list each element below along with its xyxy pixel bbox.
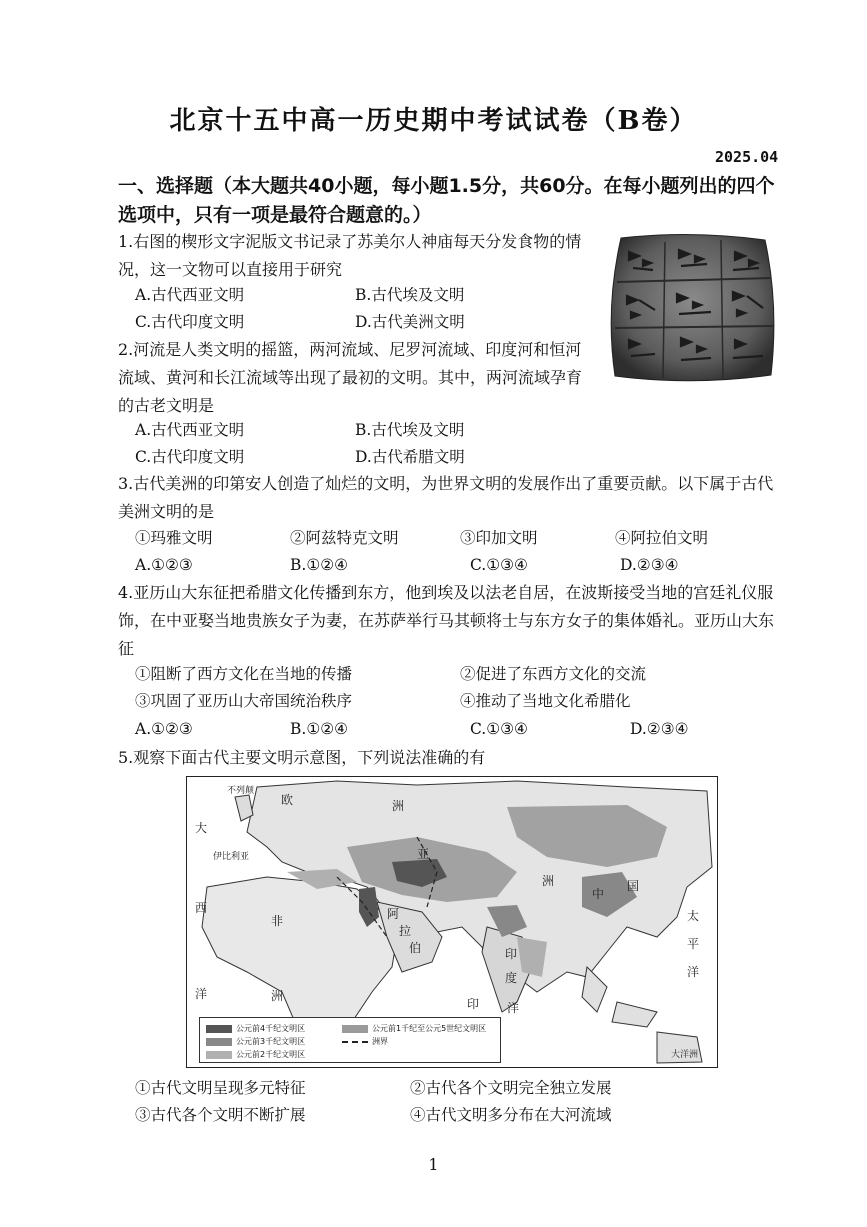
map-label-atlantic-1: 大 xyxy=(195,821,208,835)
q2-option-a: A.古代西亚文明 xyxy=(135,421,245,439)
q3-item-4: ④阿拉伯文明 xyxy=(615,529,709,547)
ancient-civilizations-map xyxy=(186,776,718,1068)
section-heading: 一、选择题（本大题共40小题，每小题1.5分，共60分。在每小题列出的四个选项中，只有一项是最符合题意的。） xyxy=(118,175,775,226)
q3-option-a: A.①②③ xyxy=(135,556,193,574)
legend-swatch xyxy=(206,1025,232,1033)
map-label-africa-2: 洲 xyxy=(271,989,284,1003)
legend-item-1st-millennium xyxy=(342,1023,486,1034)
q1-option-d: D.古代美洲文明 xyxy=(355,313,465,331)
legend-item-4th-millennium xyxy=(206,1023,305,1034)
map-label-africa-1: 非 xyxy=(271,914,284,928)
legend-label: 公元前3千纪文明区 xyxy=(236,1037,306,1046)
map-label-arabia-2: 拉 xyxy=(399,924,412,938)
q3-option-d: D.②③④ xyxy=(620,556,679,574)
page-number: 1 xyxy=(428,1155,439,1174)
legend-item-3rd-millennium xyxy=(206,1036,305,1047)
map-label-arabia-3: 伯 xyxy=(409,941,422,955)
q1-option-b: B.古代埃及文明 xyxy=(355,286,465,304)
map-label-europe-2: 洲 xyxy=(392,799,405,813)
q2-option-c: C.古代印度文明 xyxy=(135,448,245,466)
map-label-india-2: 度 xyxy=(505,971,518,985)
map-label-europe-1: 欧 xyxy=(281,793,294,807)
legend-swatch xyxy=(342,1025,368,1033)
q3-option-b: B.①②④ xyxy=(290,556,349,574)
legend-swatch xyxy=(206,1051,232,1059)
map-label-pacific-1: 太 xyxy=(687,909,700,923)
q3-item-1: ①玛雅文明 xyxy=(135,529,213,547)
q4-item-2: ②促进了东西方文化的交流 xyxy=(460,665,647,683)
map-label-asia-2: 洲 xyxy=(542,874,555,888)
legend-label: 公元前2千纪文明区 xyxy=(236,1050,306,1059)
q1-option-a: A.古代西亚文明 xyxy=(135,286,245,304)
map-label-china-2: 国 xyxy=(627,879,640,893)
q4-option-c: C.①③④ xyxy=(470,720,528,738)
legend-label: 洲界 xyxy=(372,1037,388,1046)
question-3-stem: 3.古代美洲的印第安人创造了灿烂的文明，为世界文明的发展作出了重要贡献。以下属于古代美洲文明的是 xyxy=(118,474,774,521)
map-label-indian-ocean-3: 洋 xyxy=(507,1001,520,1015)
legend-swatch xyxy=(342,1041,368,1043)
q5-item-4: ④古代文明多分布在大河流域 xyxy=(410,1106,612,1124)
map-label-atlantic-3: 洋 xyxy=(195,987,208,1001)
map-label-asia-1: 亚 xyxy=(417,847,430,861)
q4-option-b: B.①②④ xyxy=(290,720,349,738)
map-label-india-1: 印 xyxy=(505,947,518,961)
q2-option-b: B.古代埃及文明 xyxy=(355,421,465,439)
map-label-britain: 不列颠 xyxy=(227,786,255,796)
q4-item-3: ③巩固了亚历山大帝国统治秩序 xyxy=(135,692,353,710)
map-label-pacific-2: 平 xyxy=(687,937,700,951)
legend-item-2nd-millennium xyxy=(206,1049,305,1060)
map-label-pacific-3: 洋 xyxy=(687,965,700,979)
question-5-stem: 5.观察下面古代主要文明示意图，下列说法准确的有 xyxy=(118,748,486,767)
question-4-stem: 4.亚历山大东征把希腊文化传播到东方，他到埃及以法老自居，在波斯接受当地的宫廷礼仪服饰，在中亚娶当地贵族女子为妻，在苏萨举行马其顿将士与东方女子的集体婚礼。亚历山大东征 xyxy=(118,583,775,658)
map-legend xyxy=(199,1017,501,1063)
q4-option-d: D.②③④ xyxy=(630,720,689,738)
legend-label: 公元前1千纪至公元5世纪文明区 xyxy=(372,1024,487,1033)
map-label-indian-ocean-1: 印 xyxy=(467,997,480,1011)
q3-item-2: ②阿兹特克文明 xyxy=(290,529,399,547)
q5-item-1: ①古代文明呈现多元特征 xyxy=(135,1079,306,1097)
q4-item-4: ④推动了当地文化希腊化 xyxy=(460,692,631,710)
legend-item-continent-border xyxy=(342,1036,388,1047)
map-label-oceania: 大洋洲 xyxy=(671,1050,699,1060)
q4-item-1: ①阻断了西方文化在当地的传播 xyxy=(135,665,353,683)
q2-option-d: D.古代希腊文明 xyxy=(355,448,465,466)
q5-item-3: ③古代各个文明不断扩展 xyxy=(135,1106,306,1124)
cuneiform-tablet-image xyxy=(603,230,781,385)
q5-item-2: ②古代各个文明完全独立发展 xyxy=(410,1079,612,1097)
exam-date: 2025.04 xyxy=(715,148,779,166)
legend-swatch xyxy=(206,1038,232,1046)
map-label-atlantic-2: 西 xyxy=(195,901,208,915)
question-2-stem: 2.河流是人类文明的摇篮，两河流域、尼罗河流域、印度河和恒河流域、黄河和长江流域等出现了最初的文明。其中，两河流域孕育的古老文明是 xyxy=(118,340,583,415)
map-label-arabia-1: 阿 xyxy=(387,907,400,921)
q1-option-c: C.古代印度文明 xyxy=(135,313,245,331)
question-1-stem: 1.右图的楔形文字泥版文书记录了苏美尔人神庙每天分发食物的情况，这一文物可以直接用于研究 xyxy=(118,232,582,279)
q3-item-3: ③印加文明 xyxy=(460,529,538,547)
exam-title: 北京十五中高一历史期中考试试卷（B卷） xyxy=(169,106,698,136)
q4-option-a: A.①②③ xyxy=(135,720,193,738)
map-label-china-1: 中 xyxy=(592,887,605,901)
legend-label: 公元前4千纪文明区 xyxy=(236,1024,306,1033)
map-label-iberia: 伊比利亚 xyxy=(213,852,250,862)
q3-option-c: C.①③④ xyxy=(470,556,528,574)
